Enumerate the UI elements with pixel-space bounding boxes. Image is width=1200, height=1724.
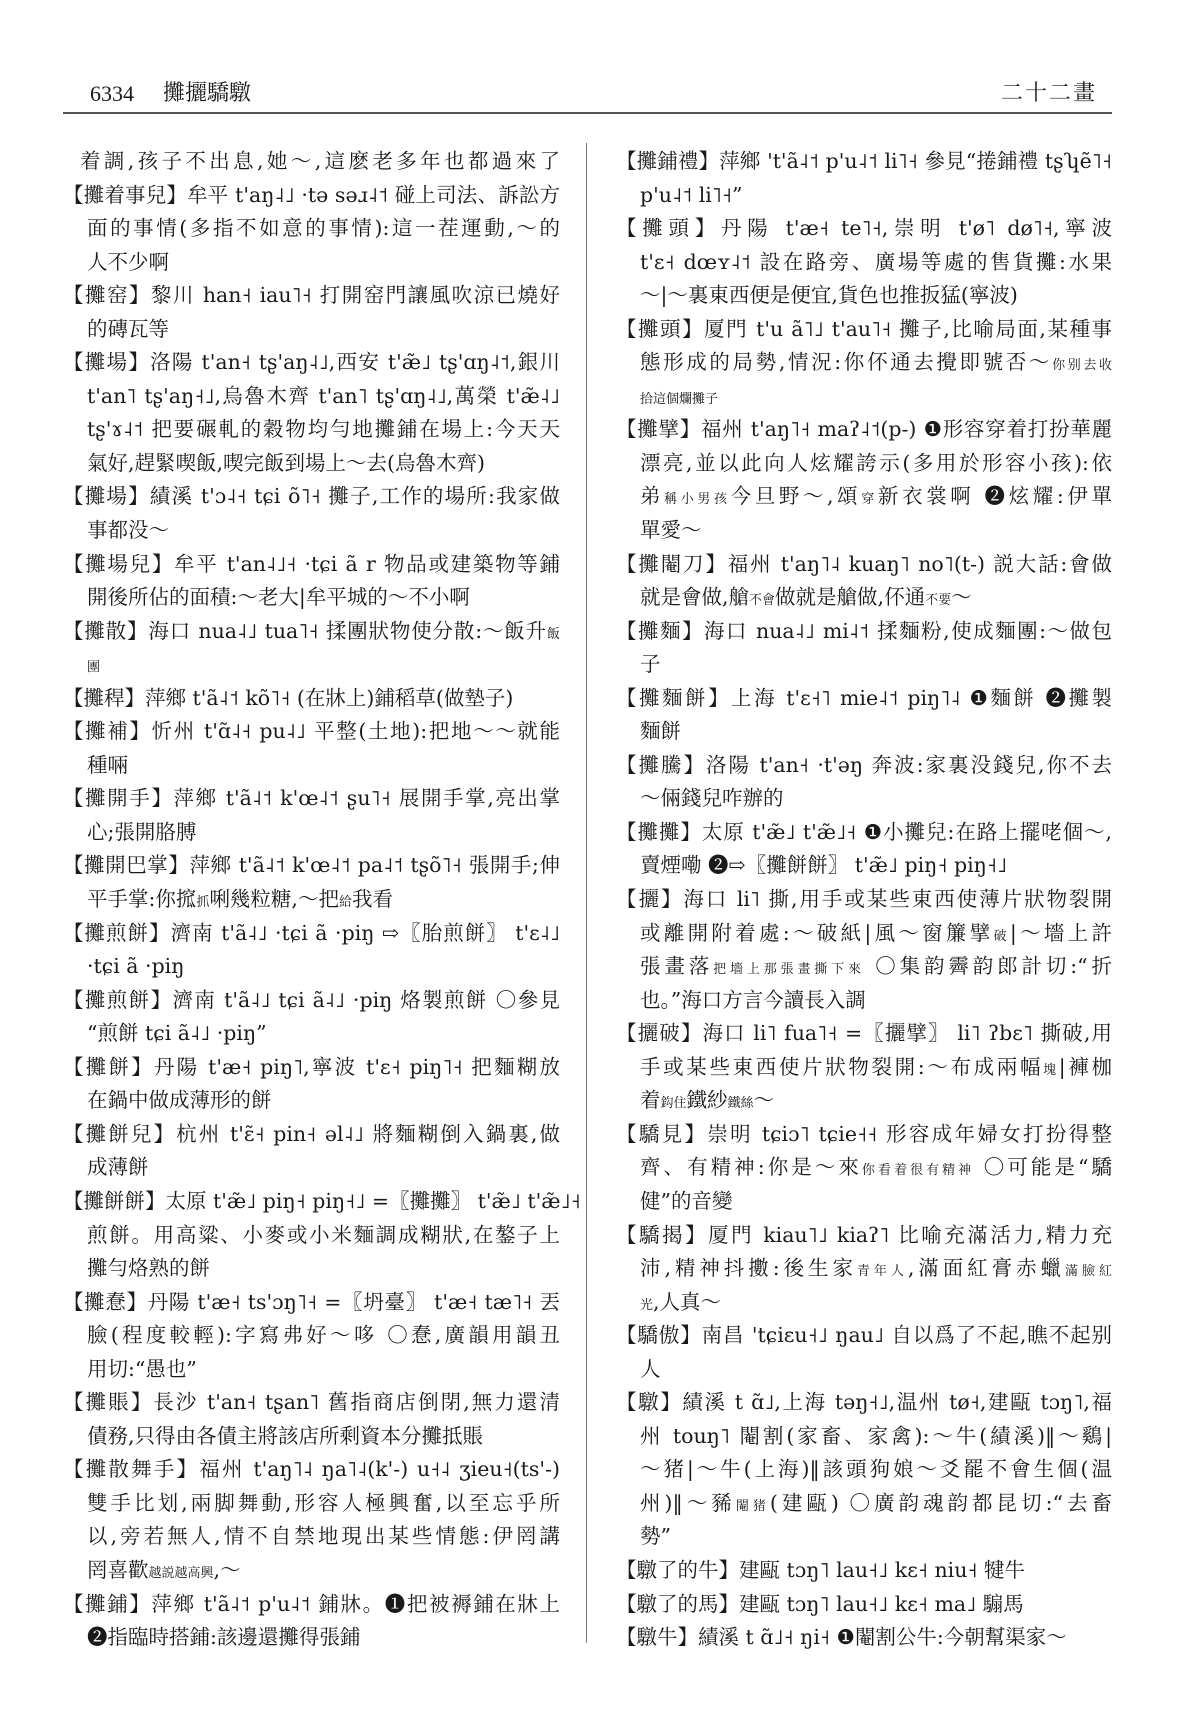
entry-line xyxy=(63,1084,560,1118)
entry-line xyxy=(616,1017,1112,1051)
entry-text: 債務,只得由各債主將該店所剩資本分攤抵賬 xyxy=(87,1423,484,1448)
entry-line xyxy=(616,849,1112,883)
gloss-note: 不會 xyxy=(749,593,776,609)
entry-line xyxy=(63,447,560,481)
entry-line xyxy=(63,816,560,850)
gloss-note: 青年人 xyxy=(856,1264,908,1280)
entry-text: 洛陽 t'an˧ tʂ'aŋ˨˩,西安 t'æ̃˩ tʂ'ɑŋ˨˦,銀川 xyxy=(150,350,560,375)
entry-line xyxy=(616,246,1112,280)
entry-line xyxy=(63,246,560,280)
entry-headword: 【攤餅兒】 xyxy=(63,1121,177,1146)
dictionary-entry xyxy=(616,1621,1112,1655)
entry-text: 萍鄉 't'ã˨˦ p'u˨˦ li˥˧ 參見“捲鋪禮 tʂʮẽ˥˧ xyxy=(719,149,1112,173)
gloss-note: 拾這個爛攤子 xyxy=(640,391,719,407)
entry-line xyxy=(616,1554,1112,1588)
entry-headword: 【攤頭】 xyxy=(616,216,721,241)
entry-line xyxy=(616,816,1112,850)
entry-headword: 【攤鋪禮】 xyxy=(616,149,720,173)
dictionary-entry xyxy=(616,883,1112,1017)
entry-line xyxy=(63,782,560,816)
entry-text: 平手掌:你搲 xyxy=(87,887,197,912)
gloss-note: 團 xyxy=(87,660,101,676)
entry-headword: 【攤稈】 xyxy=(63,685,145,710)
dictionary-entry xyxy=(63,480,560,547)
entry-line xyxy=(616,917,1112,951)
entry-line xyxy=(616,1319,1112,1353)
left-column xyxy=(63,145,581,1655)
entry-text: 子 xyxy=(640,652,661,677)
entry-text: 我看 xyxy=(351,887,393,912)
dictionary-entry xyxy=(63,548,560,615)
entry-text: ～|～裏東西便是便宜,貨色也推扳猛(寧波) xyxy=(640,283,1018,308)
entry-line xyxy=(616,279,1112,313)
entry-text: 福州 t'aŋ˥˧ maʔ˨˦(p-) ❶形容穿着打扮華麗 xyxy=(700,417,1112,442)
entry-line xyxy=(63,615,560,649)
entry-text: 州 touŋ˥ 閹割(家畜、家禽):～牛(績溪)‖～鷄| xyxy=(640,1423,1112,1448)
entry-text: t'an˥ tʂ'aŋ˧˩,烏魯木齊 t'an˥ tʂ'ɑŋ˨˩,萬榮 t'æ̃˨˩ xyxy=(87,383,560,408)
entry-headword: 【攤餅】 xyxy=(63,1054,154,1079)
entry-text: 鐵紗 xyxy=(686,1088,728,1113)
gloss-note: 稱小男孩 xyxy=(664,492,731,508)
entry-text: 福州 t'aŋ˥˨ ŋa˥˨(k'-) u˧˨ ʒieu˧(ts'-) xyxy=(199,1457,560,1482)
entry-line xyxy=(616,648,1112,682)
dictionary-entry xyxy=(63,346,560,480)
entry-line xyxy=(616,145,1112,179)
entry-line xyxy=(616,782,1112,816)
entry-line xyxy=(63,514,560,548)
entry-text: 績溪 t ɑ̃˩˧ ŋi˧ ❶閹割公牛:今朝幫渠家～ xyxy=(698,1625,1067,1650)
entry-text: ·tɕi ã ·piŋ xyxy=(87,954,185,979)
entry-line xyxy=(63,480,560,514)
gloss-note: 破 xyxy=(993,928,1010,944)
entry-text: 在鍋中做成薄形的餅 xyxy=(87,1088,272,1113)
entry-text: 忻州 t'ɑ̃˨˧ pu˨˩ 平整(土地):把地～～就能 xyxy=(151,719,560,744)
entry-text: 單愛～ xyxy=(640,518,702,543)
entry-text: 健”的音變 xyxy=(640,1188,733,1213)
dictionary-entry xyxy=(616,682,1112,749)
entry-line xyxy=(616,1219,1112,1253)
entry-line xyxy=(616,883,1112,917)
entry-text: |～墻上許 xyxy=(1009,920,1112,945)
entry-text: 建甌 tɔŋ˥ lau˧˩ kɛ˧ ma˩ 騸馬 xyxy=(739,1591,1024,1616)
gloss-note: 塊 xyxy=(1043,1062,1059,1078)
entry-headword: 【驐了的馬】 xyxy=(616,1591,739,1616)
entry-headword: 【攤場】 xyxy=(63,484,150,509)
gloss-note: 把墻上那張畫撕下來 xyxy=(713,962,865,978)
entry-line xyxy=(63,145,560,179)
entry-text: 罔喜歡 xyxy=(87,1557,149,1582)
entry-text: 攤勻烙熟的餅 xyxy=(87,1256,210,1281)
gloss-note: 飯 xyxy=(546,626,560,642)
entry-text: 績溪 t ɑ̃˩,上海 təŋ˧˩,温州 tø˧,建甌 tɔŋ˥,福 xyxy=(682,1390,1112,1415)
entry-text: 就是會做,艙 xyxy=(640,585,750,610)
entry-line xyxy=(63,1319,560,1353)
dictionary-entry xyxy=(616,145,1112,212)
entry-line xyxy=(63,413,560,447)
entry-text: 濟南 t'ã˨˩ ·tɕi ã ·piŋ ⇨〖胎煎餅〗 t'ɛ˨˩ xyxy=(170,920,561,945)
entry-line xyxy=(616,1487,1112,1521)
entry-line xyxy=(616,1151,1112,1185)
entry-text: 唎幾粒糖,～把 xyxy=(209,887,339,912)
gloss-note: 滿臉紅 xyxy=(1065,1264,1112,1280)
entry-headword: 【攤攤】 xyxy=(616,819,702,844)
entry-line xyxy=(616,480,1112,514)
entry-line xyxy=(63,1219,560,1253)
dictionary-entry xyxy=(63,917,560,984)
entry-text: 濟南 t'ã˨˩ tɕi ã˨˩ ·piŋ 烙製煎餅 〇參見 xyxy=(172,987,561,1012)
entry-line xyxy=(616,1353,1112,1387)
entry-line xyxy=(616,548,1112,582)
entry-headword: 【攤窑】 xyxy=(63,283,151,308)
entry-text: 以,旁若無人,情不自禁地現出某些情態:伊罔講 xyxy=(87,1524,560,1549)
entry-text: 〇集韵霽韵郎計切:“折 xyxy=(864,954,1112,979)
entry-text: 張畫落 xyxy=(640,954,714,979)
entry-line xyxy=(616,1621,1112,1655)
entry-line xyxy=(616,1118,1112,1152)
dictionary-entry xyxy=(63,1386,560,1453)
entry-headword: 【攦破】 xyxy=(616,1021,703,1046)
entry-text: ❷指臨時搭鋪:該邊還攤得張鋪 xyxy=(87,1625,361,1650)
entry-text: 今旦野～,頌 xyxy=(730,484,862,509)
entry-text: ,～ xyxy=(213,1557,241,1582)
entry-text: 洛陽 t'an˧ ·t'əŋ 奔波:家裏没錢兒,你不去 xyxy=(705,752,1113,777)
entry-text: 麵餅 xyxy=(640,719,681,744)
entry-text: 海口 li˥ 撕,用手或某些東西使薄片狀物裂開 xyxy=(683,887,1113,912)
entry-line xyxy=(63,1252,560,1286)
entry-text: 萍鄉 t'ã˨˦ kõ˥˧ (在牀上)鋪稻草(做墊子) xyxy=(145,685,514,710)
gloss-note: 穿 xyxy=(861,492,878,508)
entry-text: 州)‖～豨 xyxy=(640,1490,736,1515)
entry-headword: 【攤場】 xyxy=(63,350,151,375)
entry-text: ,滿面紅膏赤蠟 xyxy=(907,1256,1066,1281)
entry-line xyxy=(63,581,560,615)
entry-text: 長沙 t'an˧ tʂan˥ 舊指商店倒閉,無力還清 xyxy=(153,1390,560,1415)
entry-text: 臉(程度較輕):字寫弗好～哆 〇惷,廣韻用韻丑 xyxy=(87,1323,560,1348)
entry-line xyxy=(63,1118,560,1152)
entry-line xyxy=(63,179,560,213)
entry-headword: 【攤麵】 xyxy=(616,618,704,643)
entry-headword: 【攤散】 xyxy=(63,618,149,643)
entry-line xyxy=(616,1588,1112,1622)
dictionary-entry xyxy=(63,615,560,682)
entry-text: 用切:“愚也” xyxy=(87,1356,197,1381)
dictionary-entry xyxy=(616,313,1112,414)
entry-line xyxy=(616,1386,1112,1420)
entry-text: 厦門 kiau˥˩ kiaʔ˥ 比喻充滿活力,精力充 xyxy=(708,1222,1113,1247)
entry-line xyxy=(63,1420,560,1454)
entry-headword: 【攤騰】 xyxy=(616,752,706,777)
entry-text: 面的事情(多指不如意的事情):這一茬運動,～的 xyxy=(87,216,560,241)
dictionary-entry xyxy=(63,1118,560,1185)
dictionary-entry xyxy=(616,1588,1112,1622)
entry-headword: 【攤開手】 xyxy=(63,786,174,811)
entry-headword: 【攤頭】 xyxy=(616,316,705,341)
dictionary-entry xyxy=(616,749,1112,816)
entry-text: 丹陽 t'æ˧ te˥˧,崇明 t'ø˥ dø˥˧,寧波 xyxy=(720,216,1113,241)
entry-line xyxy=(616,749,1112,783)
entry-line xyxy=(616,682,1112,716)
entry-line xyxy=(616,179,1112,213)
entry-text: 牟平 t'aŋ˨˩ ·tə səɹ˨˦ 碰上司法、訴訟方 xyxy=(187,182,560,207)
entry-text: 太原 t'æ̃˩ t'æ̃˩˧ ❶小攤兒:在路上擺咾個～, xyxy=(701,819,1113,844)
entry-text: 弟 xyxy=(640,484,665,509)
dictionary-entry xyxy=(63,1453,560,1587)
dictionary-entry xyxy=(616,1386,1112,1554)
entry-text: 人 xyxy=(640,1356,661,1381)
entry-line xyxy=(63,849,560,883)
entry-headword: 【攤煎餅】 xyxy=(63,920,171,945)
entry-text: 齊、有精神:你是～來 xyxy=(640,1155,862,1180)
entry-text: ～ xyxy=(753,1088,775,1113)
entry-text: 沛,精神抖擻:後生家 xyxy=(640,1256,857,1281)
entry-text: 種啢 xyxy=(87,752,128,777)
entry-headword: 【攤場兒】 xyxy=(63,551,175,576)
entry-text: ,人真～ xyxy=(653,1289,722,1314)
entry-text: 也。”海口方言今讀長入調 xyxy=(640,987,866,1012)
entry-text: 太原 t'æ̃˩ piŋ˧ piŋ˧˩ =〖攤攤〗 t'æ̃˩ t'æ̃˩˧ xyxy=(165,1188,581,1213)
entry-headword: 【攦】 xyxy=(616,887,684,912)
entry-text: ～倆錢兒咋辦的 xyxy=(640,786,784,811)
entry-line xyxy=(63,1017,560,1051)
dictionary-entry xyxy=(616,1219,1112,1320)
entry-text: 開後所佔的面積:～老大|牟平城的～不小啊 xyxy=(87,585,470,610)
entry-line xyxy=(616,950,1112,984)
entry-text: 丹陽 t'æ˧ ts'ɔŋ˥˧ =〖坍臺〗 t'æ˧ tæ˥˧ 丟 xyxy=(147,1289,560,1314)
gloss-note: 越説越高興 xyxy=(148,1565,214,1581)
entry-text: 賣煙嘞 ❷⇨〖攤餅餅〗 t'æ̃˩ piŋ˧ piŋ˧˩ xyxy=(640,853,1008,878)
entry-text: 人不少啊 xyxy=(87,249,169,274)
entry-headword: 【攤餅餅】 xyxy=(63,1188,166,1213)
dictionary-entry xyxy=(63,984,560,1051)
entry-headword: 【攤補】 xyxy=(63,719,152,744)
entry-headword: 【驕傲】 xyxy=(616,1323,702,1348)
dictionary-entry xyxy=(63,1185,581,1286)
dictionary-entry xyxy=(616,1319,1112,1386)
entry-line xyxy=(63,380,560,414)
entry-headword: 【攤開巴掌】 xyxy=(63,853,190,878)
entry-line xyxy=(616,984,1112,1018)
entry-line xyxy=(63,212,560,246)
entry-text: p'u˨˦ li˥˧” xyxy=(640,182,743,207)
entry-line xyxy=(616,212,1112,246)
entry-headword: 【攤鋪】 xyxy=(63,1591,152,1616)
entry-text: 新衣裳啊 ❷炫耀:伊單 xyxy=(877,484,1112,509)
entry-text: tʂ'ɤ˨˦ 把要碾軋的穀物均勻地攤鋪在場上:今天天 xyxy=(87,417,560,442)
entry-headword: 【驐】 xyxy=(616,1390,683,1415)
entry-headword: 【驕見】 xyxy=(616,1121,708,1146)
entry-line xyxy=(616,1084,1112,1118)
entry-line xyxy=(616,1252,1112,1286)
entry-line xyxy=(63,1554,560,1588)
dictionary-entry xyxy=(63,849,560,916)
dictionary-entry xyxy=(63,1286,560,1387)
entry-line xyxy=(616,1520,1112,1554)
entry-text: 上海 t'ɛ˧˥ mie˨˦ piŋ˥˨ ❶麵餅 ❷攤製 xyxy=(731,685,1113,710)
entry-line xyxy=(63,1386,560,1420)
stroke-section-label: 二十二畫 xyxy=(1001,81,1098,106)
entry-line xyxy=(616,581,1112,615)
entry-headword: 【攤煎餅】 xyxy=(63,987,173,1012)
entry-text: 成薄餅 xyxy=(87,1155,149,1180)
entry-line xyxy=(63,1520,560,1554)
dictionary-entry xyxy=(616,615,1112,682)
entry-text: 厦門 t'u ã˥˩ t'au˥˧ 攤子,比喻局面,某種事 xyxy=(704,316,1112,341)
entry-text: 海口 nua˨˩ tua˥˧ 揉團狀物使分散:～飯升 xyxy=(148,618,547,643)
entry-text: 手或某些東西使片狀物裂開:～布成兩幅 xyxy=(640,1054,1044,1079)
gloss-note: 抓 xyxy=(196,895,210,911)
entry-line xyxy=(616,615,1112,649)
entry-line xyxy=(63,1588,560,1622)
dictionary-entry xyxy=(63,715,560,782)
gloss-note: 鈎住 xyxy=(660,1096,687,1112)
gloss-note: 你别去收 xyxy=(1052,358,1112,374)
entry-line xyxy=(63,1286,560,1320)
entry-line xyxy=(616,447,1112,481)
entry-headword: 【攤擘】 xyxy=(616,417,701,442)
entry-text: 雙手比划,兩脚舞動,形容人極興奮,以至忘乎所 xyxy=(87,1490,560,1515)
entry-line xyxy=(63,917,560,951)
entry-line xyxy=(63,1151,560,1185)
running-headwords: 攤攦驕驐 xyxy=(163,81,252,106)
entry-text: 心;張開胳膊 xyxy=(87,819,197,844)
entry-text: 勢” xyxy=(640,1524,671,1549)
entry-text: 事都没～ xyxy=(87,518,169,543)
entry-text: 萍鄉 t'ã˨˦ k'œ˨˦ ʂu˥˧ 展開手掌,亮出掌 xyxy=(173,786,561,811)
entry-line xyxy=(63,313,560,347)
dictionary-entry xyxy=(616,548,1112,615)
entry-text: 或離開附着處:～破紙|風～窗簾擘 xyxy=(640,920,994,945)
dictionary-entry xyxy=(63,279,560,346)
dictionary-entry xyxy=(63,682,560,716)
entry-line xyxy=(616,413,1112,447)
entry-line xyxy=(63,715,560,749)
entry-line xyxy=(616,715,1112,749)
entry-line xyxy=(616,1453,1112,1487)
entry-headword: 【攤散舞手】 xyxy=(63,1457,200,1482)
entry-text: 海口 nua˨˩ mi˨˦ 揉麵粉,使成麵團:～做包 xyxy=(704,618,1112,643)
entry-line xyxy=(616,1185,1112,1219)
entry-text: “煎餅 tɕi ã˨˩ ·piŋ” xyxy=(87,1021,267,1046)
entry-line xyxy=(63,883,560,917)
entry-text: 海口 li˥ fua˥˧ =〖攦擘〗 li˥ ʔbɛ˥ 撕破,用 xyxy=(702,1021,1112,1046)
entry-text: (建甌) 〇廣韵魂韵都昆切:“去畜 xyxy=(769,1490,1113,1515)
header-rule xyxy=(63,112,1112,114)
entry-text: t'ɛ˧ dœʏ˨˦ 設在路旁、廣場等處的售貨攤:水果 xyxy=(640,249,1112,274)
entry-line xyxy=(63,1453,560,1487)
entry-headword: 【攤着事兒】 xyxy=(63,182,188,207)
dictionary-entry xyxy=(63,145,560,179)
entry-text: 福州 t'aŋ˥˨ kuaŋ˥ no˥(t-) 説大話:會做 xyxy=(727,551,1113,576)
dictionary-entry xyxy=(63,179,560,280)
entry-text: 的磚瓦等 xyxy=(87,316,169,341)
page-number: 6334 xyxy=(90,81,134,106)
entry-text: 態形成的局勢,情況:你伓通去攪即號否～ xyxy=(640,350,1053,375)
dictionary-entry xyxy=(616,1554,1112,1588)
entry-text: 萍鄉 t'ã˨˦ k'œ˨˦ pa˨˦ tʂõ˥˧ 張開手;伸 xyxy=(189,853,560,878)
gloss-note: 閹猪 xyxy=(735,1498,770,1514)
entry-text: 黎川 han˧ iau˥˧ 打開窑門讓風吹涼已燒好 xyxy=(150,283,560,308)
entry-text: 建甌 tɔŋ˥ lau˧˩ kɛ˧ niu˧ 犍牛 xyxy=(739,1557,1026,1582)
entry-text: ～猪|～牛(上海)‖該頭狗娘～爻罷不會生個(温 xyxy=(640,1457,1112,1482)
entry-line xyxy=(63,749,560,783)
gloss-note: 不要 xyxy=(925,593,952,609)
column-divider xyxy=(586,143,587,1643)
dictionary-entry xyxy=(616,413,1112,547)
entry-headword: 【攤惷】 xyxy=(63,1289,148,1314)
right-column xyxy=(616,145,1112,1655)
dictionary-entry xyxy=(616,1017,1112,1118)
dictionary-entry xyxy=(63,782,560,849)
dictionary-entry xyxy=(616,1118,1112,1219)
entry-line xyxy=(63,1185,581,1219)
entry-line xyxy=(63,346,560,380)
entry-headword: 【驐牛】 xyxy=(616,1625,698,1650)
entry-line xyxy=(616,380,1112,414)
entry-line xyxy=(616,313,1112,347)
entry-text: 崇明 tɕiɔ˥ tɕie˧˧ 形容成年婦女打扮得整 xyxy=(707,1121,1113,1146)
entry-line xyxy=(616,1051,1112,1085)
dictionary-entry xyxy=(63,1051,560,1118)
gloss-note: 鐵絲 xyxy=(727,1096,754,1112)
entry-line xyxy=(63,950,560,984)
entry-text: 〇可能是“驕 xyxy=(974,1155,1112,1180)
entry-text: 着 xyxy=(640,1088,661,1113)
entry-text: |褲枷 xyxy=(1058,1054,1112,1079)
dictionary-entry xyxy=(616,212,1112,313)
entry-line xyxy=(63,1051,560,1085)
entry-line xyxy=(616,346,1112,380)
entry-text: 着調,孩子不出息,她～,這麽老多年也都過來了 xyxy=(80,149,560,173)
entry-text: ～ xyxy=(951,585,972,610)
entry-line xyxy=(616,514,1112,548)
gloss-note: 給 xyxy=(338,895,352,911)
entry-headword: 【攤賬】 xyxy=(63,1390,154,1415)
dictionary-entry xyxy=(616,816,1112,883)
entry-text: 丹陽 t'æ˧ piŋ˥,寧波 t'ɛ˧ piŋ˥˧ 把麵糊放 xyxy=(153,1054,560,1079)
entry-line xyxy=(63,984,560,1018)
dictionary-entry xyxy=(63,1588,560,1655)
entry-line xyxy=(63,682,560,716)
entry-text: 氣好,趕緊喫飯,喫完飯到場上～去(烏魯木齊) xyxy=(87,450,486,475)
entry-text: 南昌 'tɕiɛu˧˩ ŋau˩ 自以爲了不起,瞧不起别 xyxy=(701,1323,1113,1348)
entry-text: 漂亮,並以此向人炫耀誇示(多用於形容小孩):依 xyxy=(640,450,1112,475)
entry-line xyxy=(616,1420,1112,1454)
entry-line xyxy=(616,1286,1112,1320)
entry-text: 牟平 t'an˨˩˧ ·tɕi ã r 物品或建築物等鋪 xyxy=(174,551,560,576)
entry-text: 萍鄉 t'ã˨˦ p'u˨˦ 鋪牀。❶把被褥鋪在牀上 xyxy=(151,1591,561,1616)
entry-line xyxy=(63,1487,560,1521)
entry-line xyxy=(63,279,560,313)
entry-headword: 【驐了的牛】 xyxy=(616,1557,739,1582)
entry-line xyxy=(63,1621,560,1655)
entry-text: 做就是艙做,伓通 xyxy=(775,585,926,610)
entry-line xyxy=(63,1353,560,1387)
entry-text: 績溪 t'ɔ˨˧ tɕi õ˥˧ 攤子,工作的場所:我家做 xyxy=(149,484,560,509)
entry-line xyxy=(63,548,560,582)
entry-headword: 【攤閹刀】 xyxy=(616,551,728,576)
gloss-note: 你看着很有精神 xyxy=(861,1163,975,1179)
entry-headword: 【攤麵餅】 xyxy=(616,685,732,710)
entry-line xyxy=(63,648,560,682)
entry-text: 煎餅。用高粱、小麥或小米麵調成糊狀,在鏊子上 xyxy=(87,1222,560,1247)
entry-text: 杭州 t'ɛ̃˧ pin˧ əl˨˩ 將麵糊倒入鍋裏,做 xyxy=(176,1121,560,1146)
gloss-note: 光 xyxy=(640,1297,654,1313)
entry-headword: 【驕揭】 xyxy=(616,1222,709,1247)
